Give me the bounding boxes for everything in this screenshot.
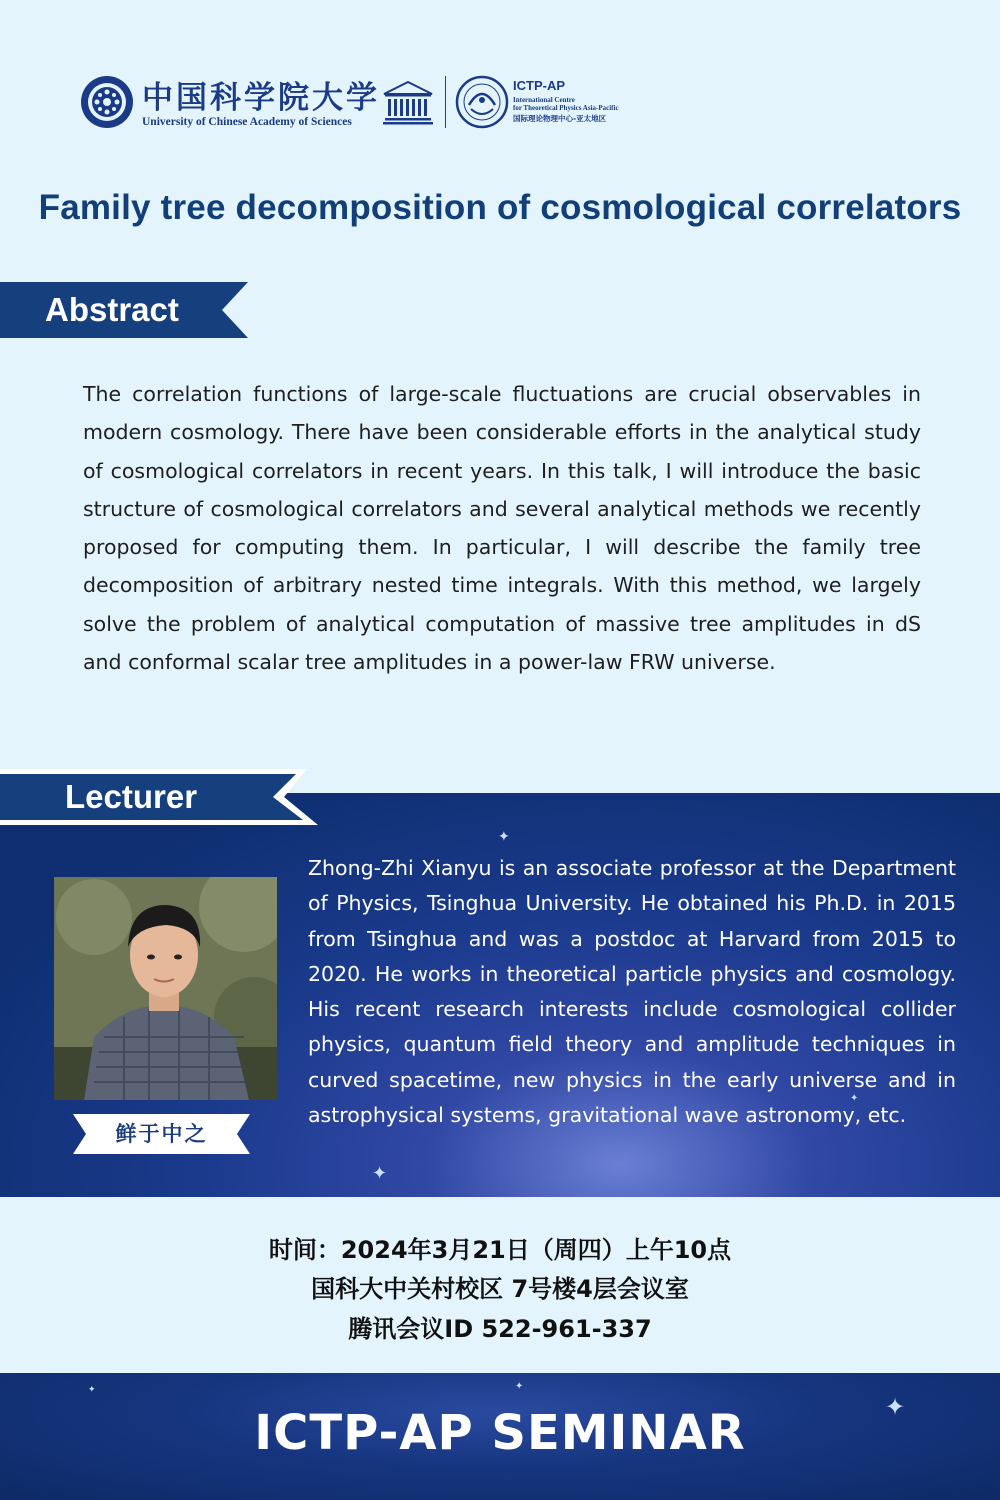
ictp-seal-icon [455, 75, 509, 129]
ictp-full-line1: International Centre [513, 96, 575, 104]
lecturer-portrait-image [54, 877, 277, 1100]
ucas-name-en: University of Chinese Academy of Sciences [142, 116, 352, 128]
abstract-banner [0, 282, 252, 338]
ictp-name-cn: 国际理论物理中心-亚太地区 [513, 114, 607, 123]
ictp-full-name [513, 96, 619, 112]
lecturer-heading: Lecturer [65, 778, 198, 815]
sparkle-icon: ✦ [515, 1381, 524, 1392]
event-time: 时间：2024年3月21日（周四）上午10点 [268, 1236, 732, 1264]
event-meeting-id: 腾讯会议ID 522-961-337 [348, 1315, 652, 1343]
logo-divider [445, 76, 446, 128]
abstract-text: The correlation functions of large-scale fluctuations are crucial observables in modern cosmology. There have been considerable efforts in the analytical study of cosmological correlators in recent years. In this talk, I will introduce the basic structure of cosmological correlators and several analytical methods we recently proposed for computing them. In particular, I will describe the family tree decomposition of arbitrary nested time integrals. With this method, we largely solve the problem of analytical computation of massive tree amplitudes in dS and conformal scalar tree amplitudes in a power-law FRW universe. [83, 382, 921, 675]
lecturer-photo [54, 877, 277, 1100]
ucas-name-cn: 中国科学院大学 [142, 80, 380, 116]
sparkle-icon: ✦ [885, 1393, 906, 1421]
sparkle-icon: ✦ [850, 1093, 859, 1104]
unesco-icon [382, 80, 434, 126]
sparkle-icon: ✦ [88, 1385, 96, 1395]
lecturer-name-cn: 鲜于中之 [115, 1122, 208, 1146]
talk-title: Family tree decomposition of cosmological correlators [38, 188, 962, 227]
lecturer-bio: Zhong-Zhi Xianyu is an associate professor at the Department of Physics, Tsinghua University. He obtained his Ph.D. in 2015 from Tsinghua and was a postdoc at Harvard from 2015 to 2020. He works in theoretical particle physics and cosmology. His recent research interests include cosmological collider physics, quantum field theory and amplitude techniques in curved spacetime, new physics in the early universe and in astrophysical systems, gravitational wave astronomy, etc. [308, 856, 956, 1128]
seminar-series-title: ICTP-AP SEMINAR [254, 1405, 746, 1461]
abstract-heading: Abstract [45, 291, 179, 328]
ucas-seal-icon [80, 75, 134, 129]
sparkle-icon: ✦ [372, 1163, 388, 1184]
ictp-name: ICTP-AP [513, 78, 565, 93]
lecturer-banner [0, 767, 322, 827]
ictp-full-line2: for Theoretical Physics Asia-Pacific [513, 104, 619, 112]
event-location: 国科大中关村校区 7号楼4层会议室 [311, 1275, 689, 1303]
header-logos [80, 70, 640, 134]
sparkle-icon: ✦ [498, 829, 510, 845]
lecturer-name-tag [73, 1114, 250, 1154]
